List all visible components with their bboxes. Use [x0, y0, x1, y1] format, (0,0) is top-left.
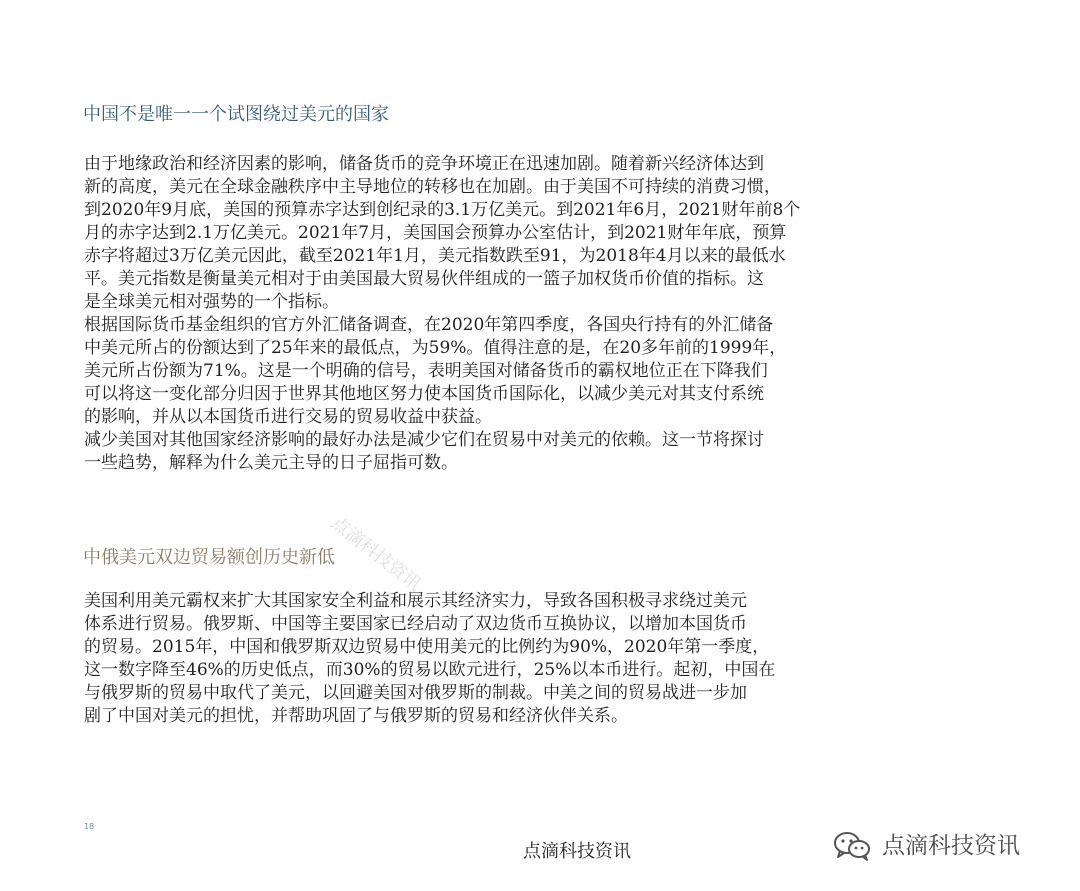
body-line: 的影响，并从以本国货币进行交易的贸易收益中获益。	[84, 407, 492, 427]
body-line: 美元所占份额为71%。这是一个明确的信号，表明美国对储备货币的霸权地位正在下降我们	[84, 361, 768, 381]
body-line: 新的高度，美元在全球金融秩序中主导地位的转移也在加剧。由于美国不可持续的消费习惯，	[84, 177, 781, 197]
body-line: 减少美国对其他国家经济影响的最好办法是减少它们在贸易中对美元的依赖。这一节将探讨	[84, 430, 764, 450]
body-line: 可以将这一变化部分归因于世界其他地区努力使本国货币国际化，以减少美元对其支付系统	[84, 384, 764, 404]
body-line: 根据国际货币基金组织的官方外汇储备调查，在2020年第四季度，各国央行持有的外汇储备	[84, 315, 774, 335]
body-line: 平。美元指数是衡量美元相对于由美国最大贸易伙伴组成的一篮子加权货币价值的指标。这	[84, 269, 764, 289]
body-line: 到2020年9月底，美国的预算赤字达到创纪录的3.1万亿美元。到2021年6月，2021财年前8个	[84, 200, 801, 220]
body-line: 由于地缘政治和经济因素的影响，储备货币的竞争环境正在迅速加剧。随着新兴经济体达到	[84, 154, 764, 174]
body-line: 一些趋势，解释为什么美元主导的日子屈指可数。	[84, 453, 458, 473]
section-body	[84, 153, 924, 475]
wechat-account-mark	[832, 826, 1062, 866]
wechat-account-name: 点滴科技资讯	[882, 833, 1020, 859]
body-line: 的贸易。2015年，中国和俄罗斯双边贸易中使用美元的比例约为90%，2020年第一季度，	[84, 637, 770, 657]
body-line: 美国利用美元霸权来扩大其国家安全利益和展示其经济实力，导致各国积极寻求绕过美元	[84, 591, 747, 611]
watermark-text: 点滴科技资讯	[326, 512, 425, 596]
body-line: 这一数字降至46%的历史低点，而30%的贸易以欧元进行，25%以本币进行。起初，中国在	[84, 660, 776, 680]
body-line: 是全球美元相对强势的一个指标。	[84, 292, 339, 312]
body-line: 赤字将超过3万亿美元因此，截至2021年1月，美元指数跌至91，为2018年4月以来的最低水	[84, 246, 786, 266]
page-number: 18	[84, 822, 95, 831]
body-line: 与俄罗斯的贸易中取代了美元，以回避美国对俄罗斯的制裁。中美之间的贸易战进一步加	[84, 683, 747, 703]
body-line: 月的赤字达到2.1万亿美元。2021年7月，美国国会预算办公室估计，到2021财年年底，预算	[84, 223, 787, 243]
section-body	[84, 590, 924, 728]
body-line: 剧了中国对美元的担忧，并帮助巩固了与俄罗斯的贸易和经济伙伴关系。	[84, 706, 628, 726]
section-heading: 中俄美元双边贸易额创历史新低	[83, 547, 335, 568]
wechat-icon	[832, 829, 872, 863]
body-line: 中美元所占的份额达到了25年来的最低点，为59%。值得注意的是，在20多年前的1999年，	[84, 338, 787, 358]
section-heading: 中国不是唯一一个试图绕过美元的国家	[83, 104, 389, 125]
body-line: 体系进行贸易。俄罗斯、中国等主要国家已经启动了双边货币互换协议，以增加本国货币	[84, 614, 747, 634]
footer-source: 点滴科技资讯	[523, 841, 631, 862]
